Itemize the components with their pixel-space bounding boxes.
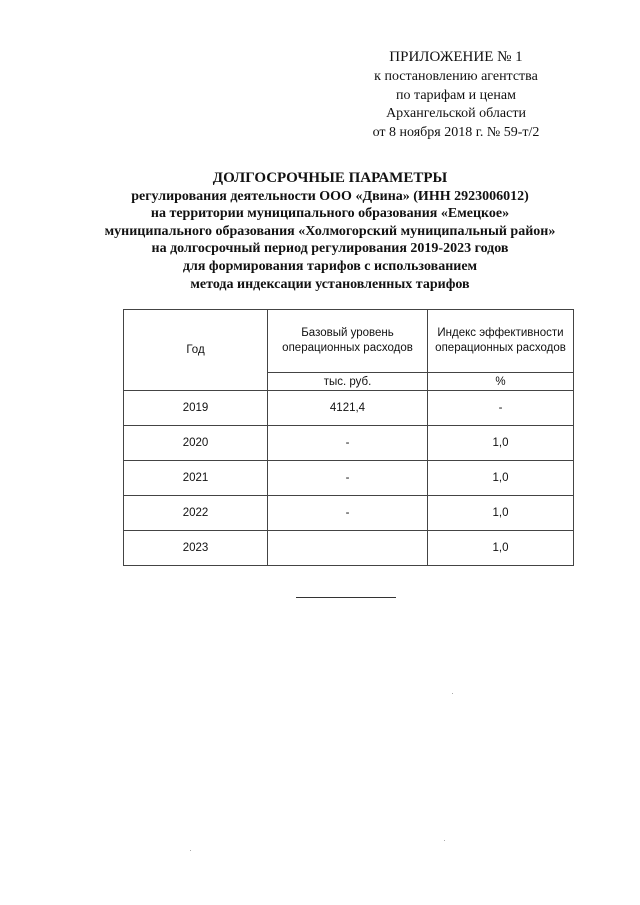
cell-index: 1,0	[428, 426, 574, 461]
cell-base: -	[268, 496, 428, 531]
cell-base: -	[268, 426, 428, 461]
cell-year: 2020	[124, 426, 268, 461]
appendix-block	[340, 48, 572, 142]
scan-speck	[190, 850, 191, 851]
header-base-line: операционных расходов	[282, 342, 413, 354]
table-row	[124, 461, 574, 496]
header-index-line: операционных расходов	[435, 342, 566, 354]
document-title	[60, 170, 600, 293]
title-line: на территории муниципального образования «Емецкое»	[150, 206, 510, 222]
title-line: для формирования тарифов с использованием	[182, 258, 478, 274]
table-row	[124, 426, 574, 461]
units-base: тыс. руб.	[268, 373, 428, 391]
appendix-line: по тарифам и ценам	[396, 87, 516, 103]
header-base-level	[268, 310, 428, 373]
scan-speck	[452, 693, 453, 694]
header-index-line: Индекс эффективности	[437, 327, 564, 339]
title-line: муниципального образования «Холмогорский муниципальный район»	[104, 223, 556, 239]
appendix-line: к постановлению агентства	[374, 69, 538, 84]
cell-index: -	[428, 391, 574, 426]
table-header-row	[124, 310, 574, 373]
cell-year: 2022	[124, 496, 268, 531]
title-line: регулирования деятельности ООО «Двина» (ИНН 2923006012)	[131, 188, 529, 204]
header-year	[124, 310, 268, 391]
scan-speck	[444, 840, 445, 841]
cell-index: 1,0	[428, 461, 574, 496]
cell-index: 1,0	[428, 496, 574, 531]
title-line: метода индексации установленных тарифов	[190, 276, 470, 292]
title-line: ДОЛГОСРОЧНЫЕ ПАРАМЕТРЫ	[212, 170, 448, 186]
table-row	[124, 496, 574, 531]
appendix-heading: ПРИЛОЖЕНИЕ № 1	[389, 49, 523, 65]
table-row	[124, 391, 574, 426]
appendix-line: Архангельской области	[386, 106, 526, 121]
cell-base	[268, 531, 428, 566]
cell-base: 4121,4	[268, 391, 428, 426]
table-row	[124, 531, 574, 566]
header-year-label: Год	[186, 343, 205, 356]
appendix-line: от 8 ноября 2018 г. № 59-т/2	[372, 124, 540, 140]
cell-year: 2021	[124, 461, 268, 496]
cell-year: 2023	[124, 531, 268, 566]
title-line: на долгосрочный период регулирования 2019-2023 годов	[151, 241, 509, 257]
cell-year: 2019	[124, 391, 268, 426]
units-index: %	[428, 373, 574, 391]
header-base-line: Базовый уровень	[301, 327, 394, 339]
end-divider-line	[296, 597, 396, 598]
parameters-table	[123, 309, 574, 566]
cell-index: 1,0	[428, 531, 574, 566]
header-efficiency-index	[428, 310, 574, 373]
cell-base: -	[268, 461, 428, 496]
